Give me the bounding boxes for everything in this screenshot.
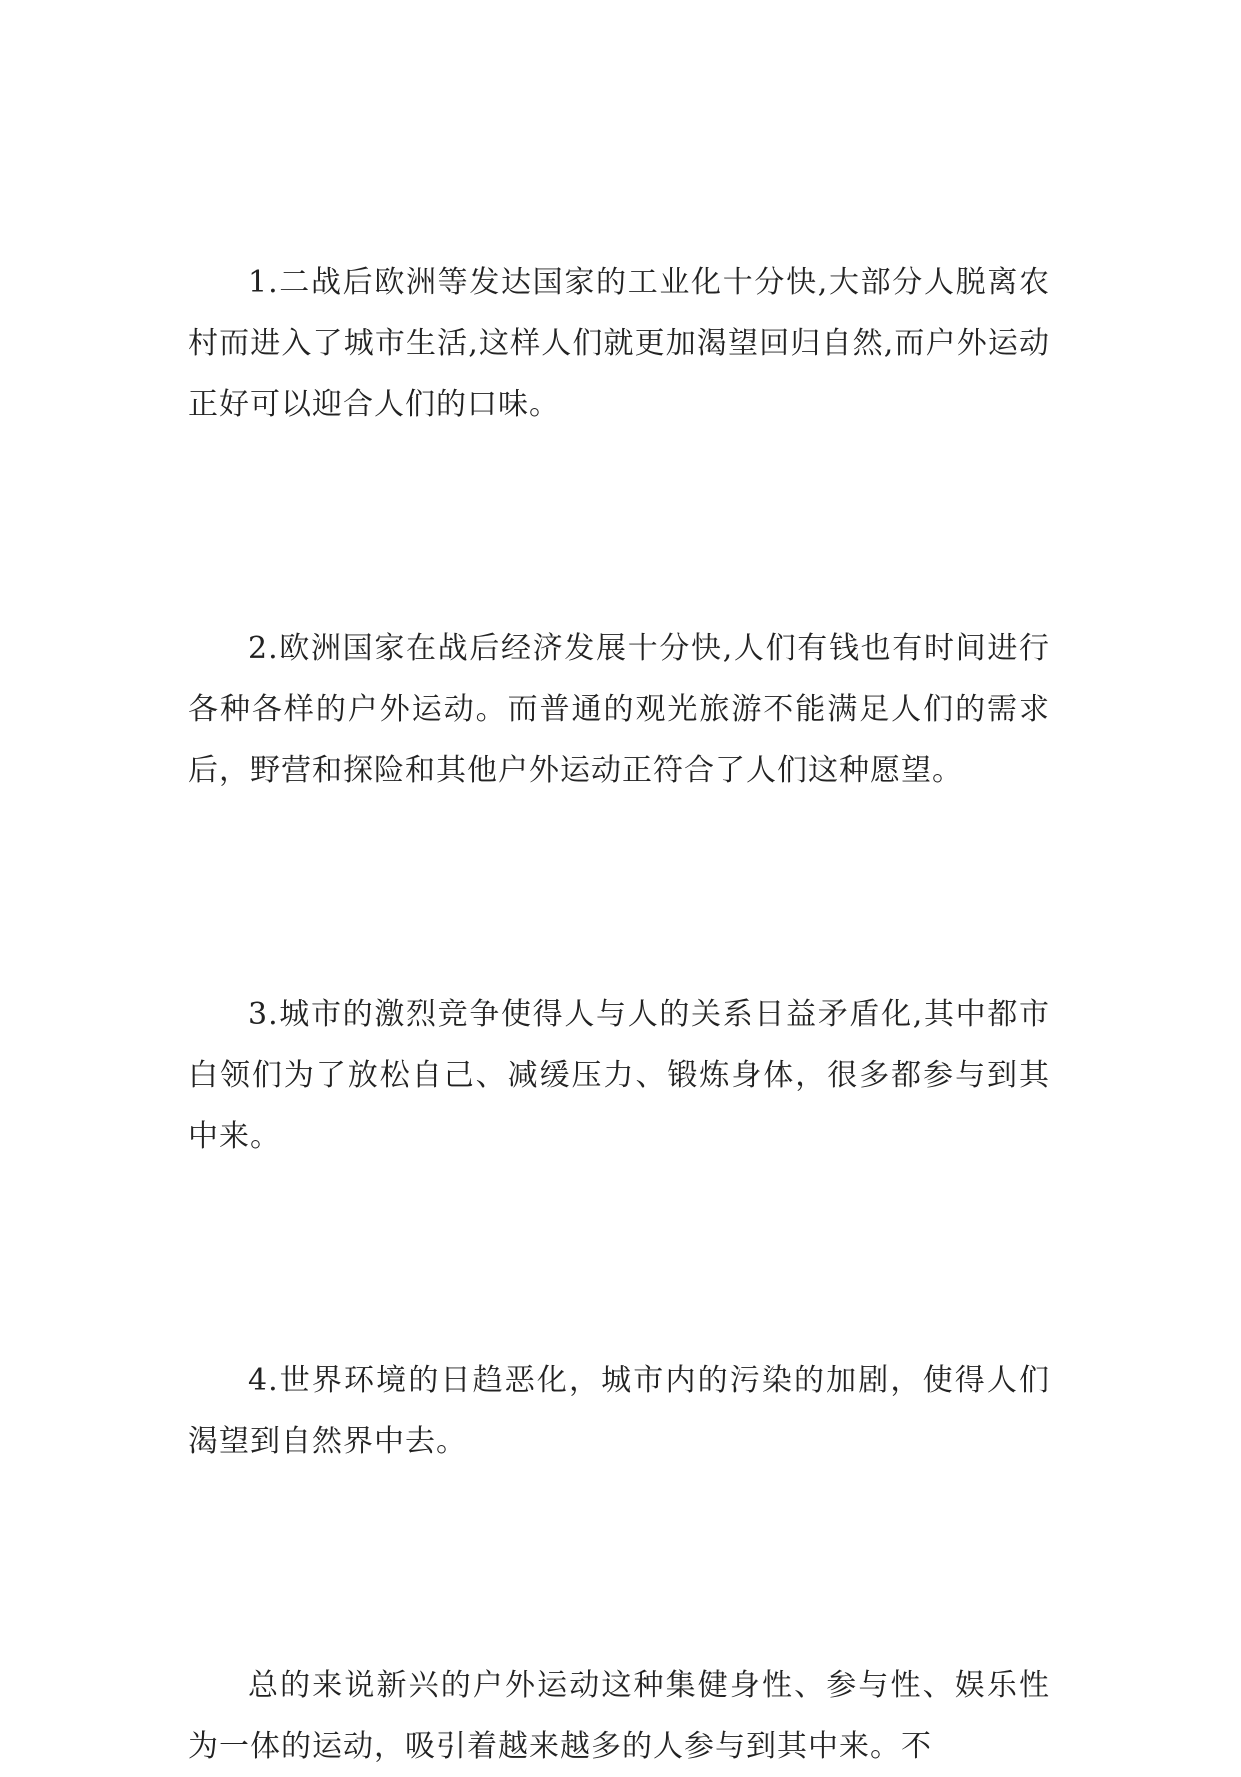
paragraph-4: 4.世界环境的日趋恶化，城市内的污染的加剧，使得人们渴望到自然界中去。 bbox=[188, 1363, 1050, 1459]
document-body bbox=[188, 252, 1050, 1777]
paragraph-2: 2.欧洲国家在战后经济发展十分快,人们有钱也有时间进行各种各样的户外运动。而普通的观光旅游不能满足人们的需求后，野营和探险和其他户外运动正符合了人们这种愿望。 bbox=[188, 631, 1050, 788]
paragraph-5: 总的来说新兴的户外运动这种集健身性、参与性、娱乐性为一体的运动，吸引着越来越多的人参与到其中来。不 bbox=[188, 1668, 1050, 1764]
paragraph-gap bbox=[188, 435, 1050, 618]
paragraph-gap bbox=[188, 801, 1050, 984]
paragraph-gap bbox=[188, 1472, 1050, 1655]
paragraph-gap bbox=[188, 1167, 1050, 1350]
paragraph-3: 3.城市的激烈竞争使得人与人的关系日益矛盾化,其中都市白领们为了放松自己、减缓压力、锻炼身体，很多都参与到其中来。 bbox=[188, 997, 1050, 1154]
paragraph-1: 1.二战后欧洲等发达国家的工业化十分快,大部分人脱离农村而进入了城市生活,这样人们就更加渴望回归自然,而户外运动正好可以迎合人们的口味。 bbox=[188, 265, 1050, 422]
